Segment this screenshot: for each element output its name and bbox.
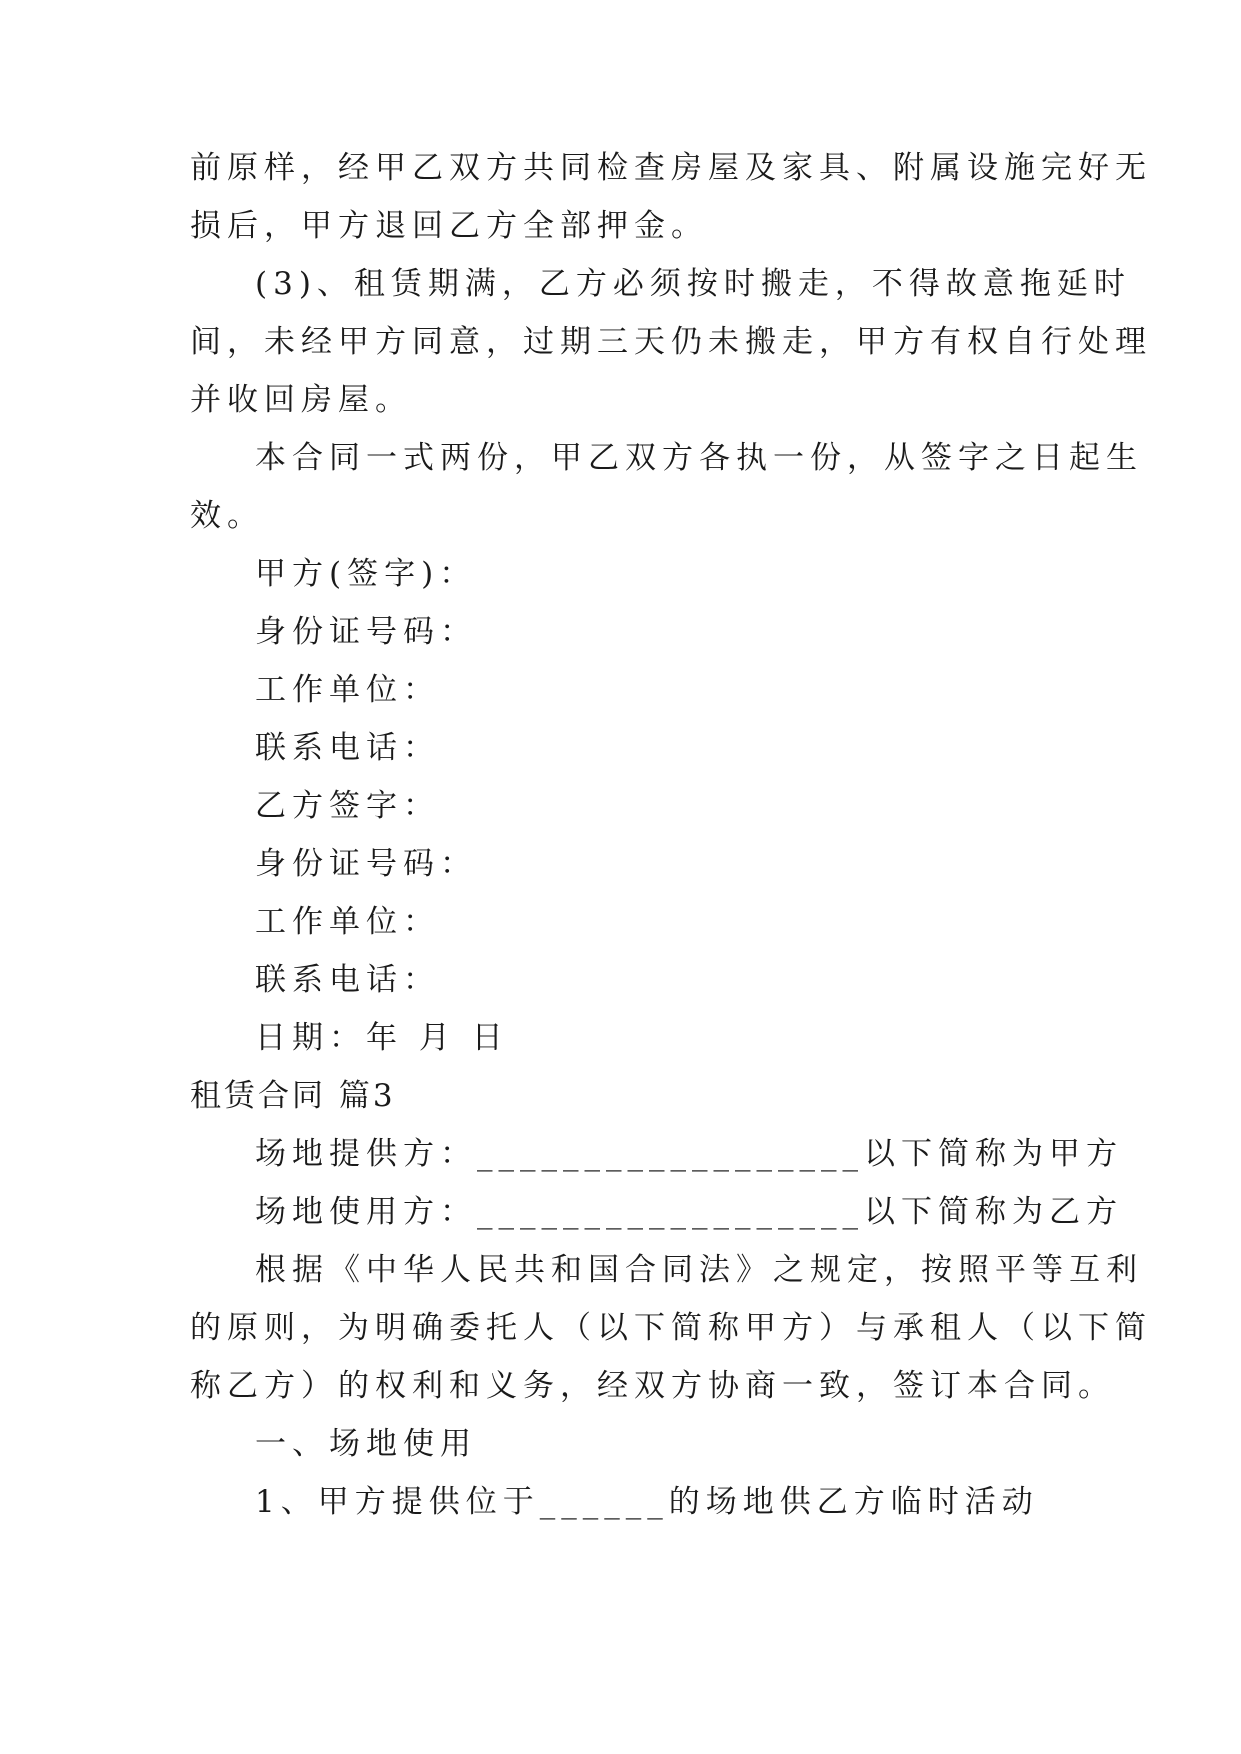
paragraph-line: 场地使用方：__________________以下简称为乙方 xyxy=(255,1194,1123,1230)
date-field-label: 日期：年 月 日 xyxy=(255,1020,509,1056)
signature-field-label: 身份证号码： xyxy=(255,846,477,882)
paragraph-line: 1、甲方提供位于______的场地供乙方临时活动 xyxy=(255,1484,1039,1520)
paragraph-line: 效。 xyxy=(190,498,264,534)
signature-field-label: 工作单位： xyxy=(255,904,440,940)
paragraph-line: 损后，甲方退回乙方全部押金。 xyxy=(190,208,708,244)
signature-field-label: 工作单位： xyxy=(255,672,440,708)
paragraph-line: 场地提供方：__________________以下简称为甲方 xyxy=(255,1136,1123,1172)
paragraph-line: 根据《中华人民共和国合同法》之规定，按照平等互利 xyxy=(255,1252,1143,1288)
paragraph-line: 的原则，为明确委托人（以下简称甲方）与承租人（以下简 xyxy=(190,1310,1152,1346)
signature-field-label: 身份证号码： xyxy=(255,614,477,650)
paragraph-line: (3)、租赁期满，乙方必须按时搬走，不得故意拖延时 xyxy=(255,266,1131,302)
section-title: 租赁合同 篇3 xyxy=(190,1078,396,1114)
paragraph-line: 称乙方）的权利和义务，经双方协商一致，签订本合同。 xyxy=(190,1368,1115,1404)
signature-field-label: 乙方签字： xyxy=(255,788,440,824)
paragraph-line: 并收回房屋。 xyxy=(190,382,412,418)
paragraph-line: 前原样，经甲乙双方共同检查房屋及家具、附属设施完好无 xyxy=(190,150,1152,186)
paragraph-line: 间，未经甲方同意，过期三天仍未搬走，甲方有权自行处理 xyxy=(190,324,1152,360)
paragraph-line: 本合同一式两份，甲乙双方各执一份，从签字之日起生 xyxy=(255,440,1143,476)
signature-field-label: 甲方(签字)： xyxy=(255,556,477,592)
signature-field-label: 联系电话： xyxy=(255,962,440,998)
signature-field-label: 联系电话： xyxy=(255,730,440,766)
section-heading: 一、场地使用 xyxy=(255,1426,477,1462)
